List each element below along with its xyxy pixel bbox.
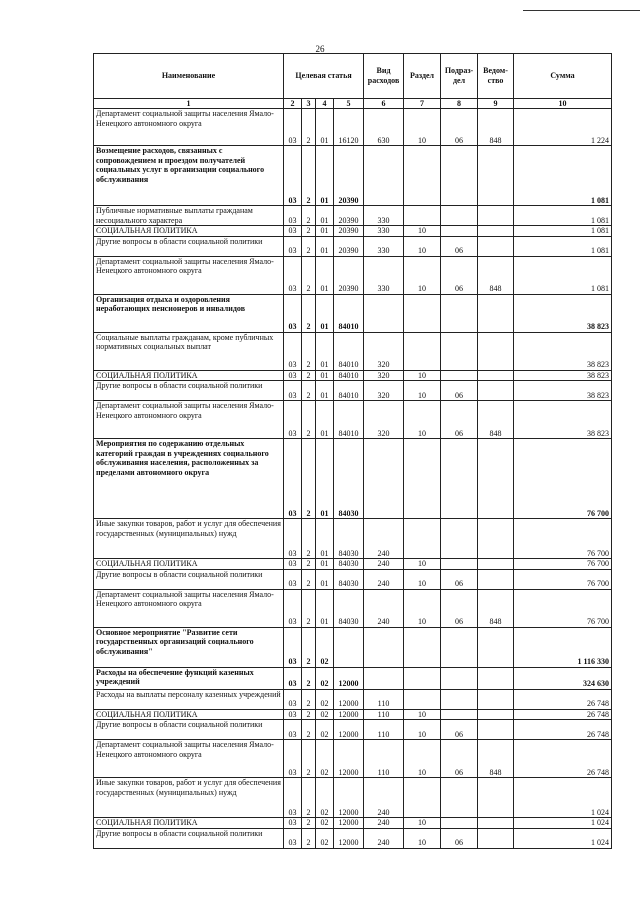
target-code-activity: 01 — [316, 236, 334, 256]
target-code-program: 03 — [284, 226, 302, 237]
budget-table — [93, 53, 612, 849]
target-code-activity: 01 — [316, 589, 334, 627]
target-code-direction: 12000 — [334, 818, 364, 829]
target-code-subprogram: 2 — [302, 818, 316, 829]
department-cell: 848 — [478, 740, 514, 778]
column-number-row — [94, 99, 612, 109]
table-row — [94, 627, 612, 667]
subsection-cell: 06 — [441, 740, 478, 778]
expense-type-cell: 330 — [364, 226, 404, 237]
column-number: 5 — [334, 99, 364, 109]
section-cell: 10 — [404, 226, 441, 237]
target-code-subprogram: 2 — [302, 569, 316, 589]
column-number: 9 — [478, 99, 514, 109]
target-code-activity: 01 — [316, 109, 334, 146]
sum-cell: 1 081 — [514, 206, 612, 226]
target-code-subprogram: 2 — [302, 401, 316, 439]
target-code-program: 03 — [284, 439, 302, 519]
subsection-cell — [441, 778, 478, 818]
target-code-activity: 01 — [316, 294, 334, 332]
subsection-cell — [441, 294, 478, 332]
target-code-program: 03 — [284, 381, 302, 401]
target-code-activity: 01 — [316, 559, 334, 570]
row-name: Основное мероприятие "Развитие сети государственных организаций социального обслуживания" — [94, 627, 284, 667]
target-code-activity: 02 — [316, 627, 334, 667]
target-code-subprogram: 2 — [302, 381, 316, 401]
subsection-cell — [441, 519, 478, 559]
department-cell — [478, 559, 514, 570]
target-code-activity: 01 — [316, 401, 334, 439]
department-cell — [478, 818, 514, 829]
target-code-activity: 01 — [316, 519, 334, 559]
header-section: Раздел — [404, 54, 441, 99]
expense-type-cell: 240 — [364, 569, 404, 589]
header-type: Вид расходов — [364, 54, 404, 99]
row-name: СОЦИАЛЬНАЯ ПОЛИТИКА — [94, 709, 284, 720]
sum-cell: 76 700 — [514, 559, 612, 570]
table-row — [94, 226, 612, 237]
row-name: Публичные нормативные выплаты гражданам несоциального характера — [94, 206, 284, 226]
row-name: Расходы на выплаты персоналу казенных учреждений — [94, 689, 284, 709]
section-cell: 10 — [404, 256, 441, 294]
expense-type-cell: 330 — [364, 206, 404, 226]
target-code-direction: 12000 — [334, 720, 364, 740]
row-name: СОЦИАЛЬНАЯ ПОЛИТИКА — [94, 818, 284, 829]
department-cell — [478, 439, 514, 519]
department-cell: 848 — [478, 109, 514, 146]
target-code-direction: 84010 — [334, 332, 364, 370]
section-cell: 10 — [404, 569, 441, 589]
column-number: 3 — [302, 99, 316, 109]
sum-cell: 26 748 — [514, 740, 612, 778]
target-code-activity: 01 — [316, 569, 334, 589]
sum-cell: 38 823 — [514, 370, 612, 381]
section-cell — [404, 667, 441, 689]
row-name: Департамент социальной защиты населения Ямало-Ненецкого автономного округа — [94, 109, 284, 146]
department-cell — [478, 667, 514, 689]
target-code-subprogram: 2 — [302, 689, 316, 709]
target-code-subprogram: 2 — [302, 627, 316, 667]
target-code-subprogram: 2 — [302, 226, 316, 237]
sum-cell: 1 024 — [514, 818, 612, 829]
target-code-direction: 20390 — [334, 256, 364, 294]
target-code-activity: 01 — [316, 370, 334, 381]
target-code-activity: 01 — [316, 439, 334, 519]
table-row — [94, 332, 612, 370]
target-code-activity: 02 — [316, 828, 334, 848]
target-code-subprogram: 2 — [302, 332, 316, 370]
expense-type-cell: 240 — [364, 778, 404, 818]
target-code-program: 03 — [284, 206, 302, 226]
row-name: Департамент социальной защиты населения Ямало-Ненецкого автономного округа — [94, 401, 284, 439]
target-code-program: 03 — [284, 720, 302, 740]
target-code-subprogram: 2 — [302, 519, 316, 559]
sum-cell: 1 224 — [514, 109, 612, 146]
table-row — [94, 569, 612, 589]
target-code-program: 03 — [284, 689, 302, 709]
section-cell: 10 — [404, 559, 441, 570]
column-number: 8 — [441, 99, 478, 109]
target-code-activity: 01 — [316, 256, 334, 294]
target-code-subprogram: 2 — [302, 439, 316, 519]
target-code-subprogram: 2 — [302, 294, 316, 332]
department-cell: 848 — [478, 401, 514, 439]
row-name: Департамент социальной защиты населения Ямало-Ненецкого автономного округа — [94, 740, 284, 778]
department-cell — [478, 828, 514, 848]
header-target: Целевая статья — [284, 54, 364, 99]
subsection-cell: 06 — [441, 236, 478, 256]
section-cell — [404, 778, 441, 818]
expense-type-cell: 330 — [364, 256, 404, 294]
section-cell: 10 — [404, 370, 441, 381]
sum-cell: 1 024 — [514, 828, 612, 848]
subsection-cell — [441, 206, 478, 226]
expense-type-cell: 110 — [364, 740, 404, 778]
row-name: Другие вопросы в области социальной политики — [94, 569, 284, 589]
department-cell — [478, 370, 514, 381]
table-row — [94, 206, 612, 226]
table-row — [94, 828, 612, 848]
sum-cell: 38 823 — [514, 294, 612, 332]
department-cell — [478, 778, 514, 818]
subsection-cell: 06 — [441, 720, 478, 740]
department-cell — [478, 236, 514, 256]
section-cell — [404, 627, 441, 667]
top-rule — [523, 10, 640, 11]
subsection-cell — [441, 818, 478, 829]
section-cell: 10 — [404, 589, 441, 627]
sum-cell: 1 081 — [514, 256, 612, 294]
target-code-direction: 12000 — [334, 778, 364, 818]
target-code-activity: 01 — [316, 226, 334, 237]
section-cell: 10 — [404, 236, 441, 256]
target-code-program: 03 — [284, 589, 302, 627]
target-code-direction: 20390 — [334, 146, 364, 206]
target-code-direction: 12000 — [334, 828, 364, 848]
target-code-subprogram: 2 — [302, 146, 316, 206]
department-cell: 848 — [478, 589, 514, 627]
sum-cell: 76 700 — [514, 519, 612, 559]
section-cell: 10 — [404, 381, 441, 401]
subsection-cell — [441, 689, 478, 709]
expense-type-cell — [364, 294, 404, 332]
column-number: 10 — [514, 99, 612, 109]
target-code-subprogram: 2 — [302, 828, 316, 848]
target-code-direction: 12000 — [334, 740, 364, 778]
target-code-direction: 16120 — [334, 109, 364, 146]
header-sum: Сумма — [514, 54, 612, 99]
row-name: СОЦИАЛЬНАЯ ПОЛИТИКА — [94, 370, 284, 381]
target-code-subprogram: 2 — [302, 206, 316, 226]
target-code-program: 03 — [284, 236, 302, 256]
expense-type-cell: 320 — [364, 401, 404, 439]
expense-type-cell: 110 — [364, 720, 404, 740]
sum-cell: 76 700 — [514, 569, 612, 589]
target-code-direction: 84010 — [334, 401, 364, 439]
target-code-subprogram: 2 — [302, 256, 316, 294]
expense-type-cell: 240 — [364, 519, 404, 559]
target-code-program: 03 — [284, 709, 302, 720]
row-name: Расходы на обеспечение функций казенных учреждений — [94, 667, 284, 689]
subsection-cell — [441, 226, 478, 237]
subsection-cell: 06 — [441, 381, 478, 401]
table-row — [94, 740, 612, 778]
subsection-cell: 06 — [441, 401, 478, 439]
sum-cell: 38 823 — [514, 401, 612, 439]
section-cell: 10 — [404, 109, 441, 146]
subsection-cell — [441, 667, 478, 689]
table-row — [94, 589, 612, 627]
sum-cell: 1 081 — [514, 226, 612, 237]
sum-cell: 26 748 — [514, 689, 612, 709]
column-number: 2 — [284, 99, 302, 109]
target-code-direction: 84010 — [334, 294, 364, 332]
target-code-direction: 20390 — [334, 206, 364, 226]
table-row — [94, 109, 612, 146]
target-code-program: 03 — [284, 256, 302, 294]
department-cell: 848 — [478, 256, 514, 294]
sum-cell: 26 748 — [514, 709, 612, 720]
target-code-activity: 02 — [316, 818, 334, 829]
row-name: Иные закупки товаров, работ и услуг для обеспечения государственных (муниципальных) нужд — [94, 519, 284, 559]
target-code-program: 03 — [284, 109, 302, 146]
target-code-activity: 02 — [316, 740, 334, 778]
header-subsection: Подраз-дел — [441, 54, 478, 99]
table-row — [94, 689, 612, 709]
sum-cell: 26 748 — [514, 720, 612, 740]
expense-type-cell: 240 — [364, 818, 404, 829]
target-code-subprogram: 2 — [302, 667, 316, 689]
department-cell — [478, 627, 514, 667]
target-code-activity: 01 — [316, 206, 334, 226]
table-row — [94, 818, 612, 829]
target-code-direction: 12000 — [334, 667, 364, 689]
section-cell — [404, 519, 441, 559]
subsection-cell — [441, 627, 478, 667]
column-number: 7 — [404, 99, 441, 109]
page-number: 26 — [315, 44, 325, 54]
subsection-cell — [441, 146, 478, 206]
expense-type-cell: 330 — [364, 236, 404, 256]
section-cell — [404, 439, 441, 519]
section-cell — [404, 294, 441, 332]
target-code-subprogram: 2 — [302, 720, 316, 740]
sum-cell: 76 700 — [514, 439, 612, 519]
row-name: Мероприятия по содержанию отдельных категорий граждан в учреждениях социального обслуживания населения, расположенных за пределами автономного округа — [94, 439, 284, 519]
expense-type-cell — [364, 627, 404, 667]
row-name: Департамент социальной защиты населения Ямало-Ненецкого автономного округа — [94, 256, 284, 294]
row-name: Иные закупки товаров, работ и услуг для обеспечения государственных (муниципальных) нужд — [94, 778, 284, 818]
target-code-subprogram: 2 — [302, 740, 316, 778]
subsection-cell — [441, 370, 478, 381]
header-dept: Ведом-ство — [478, 54, 514, 99]
header-name: Наименование — [94, 54, 284, 99]
target-code-program: 03 — [284, 370, 302, 381]
target-code-subprogram: 2 — [302, 709, 316, 720]
target-code-subprogram: 2 — [302, 778, 316, 818]
target-code-program: 03 — [284, 740, 302, 778]
table-row — [94, 236, 612, 256]
target-code-subprogram: 2 — [302, 589, 316, 627]
subsection-cell: 06 — [441, 828, 478, 848]
department-cell — [478, 689, 514, 709]
sum-cell: 38 823 — [514, 381, 612, 401]
department-cell — [478, 569, 514, 589]
target-code-activity: 01 — [316, 381, 334, 401]
table-row — [94, 401, 612, 439]
column-number: 4 — [316, 99, 334, 109]
row-name: Социальные выплаты гражданам, кроме публичных нормативных социальных выплат — [94, 332, 284, 370]
target-code-program: 03 — [284, 519, 302, 559]
row-name: Другие вопросы в области социальной политики — [94, 720, 284, 740]
target-code-program: 03 — [284, 667, 302, 689]
target-code-direction: 20390 — [334, 226, 364, 237]
table-row — [94, 519, 612, 559]
expense-type-cell: 110 — [364, 709, 404, 720]
target-code-program: 03 — [284, 818, 302, 829]
department-cell — [478, 146, 514, 206]
row-name: Возмещение расходов, связанных с сопровождением и проездом получателей социальных услуг в организации социального обслуживания — [94, 146, 284, 206]
column-number: 1 — [94, 99, 284, 109]
target-code-program: 03 — [284, 559, 302, 570]
section-cell: 10 — [404, 828, 441, 848]
target-code-activity: 02 — [316, 667, 334, 689]
target-code-program: 03 — [284, 294, 302, 332]
subsection-cell — [441, 439, 478, 519]
row-name: Другие вопросы в области социальной политики — [94, 381, 284, 401]
section-cell — [404, 206, 441, 226]
target-code-subprogram: 2 — [302, 559, 316, 570]
department-cell — [478, 709, 514, 720]
target-code-activity: 02 — [316, 709, 334, 720]
section-cell — [404, 332, 441, 370]
expense-type-cell: 240 — [364, 828, 404, 848]
section-cell: 10 — [404, 720, 441, 740]
target-code-direction — [334, 627, 364, 667]
target-code-subprogram: 2 — [302, 370, 316, 381]
target-code-program: 03 — [284, 332, 302, 370]
row-name: Другие вопросы в области социальной политики — [94, 236, 284, 256]
table-row — [94, 381, 612, 401]
target-code-activity: 02 — [316, 720, 334, 740]
section-cell: 10 — [404, 401, 441, 439]
row-name: Другие вопросы в области социальной политики — [94, 828, 284, 848]
target-code-subprogram: 2 — [302, 236, 316, 256]
sum-cell: 76 700 — [514, 589, 612, 627]
row-name: СОЦИАЛЬНАЯ ПОЛИТИКА — [94, 226, 284, 237]
expense-type-cell: 320 — [364, 332, 404, 370]
expense-type-cell: 320 — [364, 370, 404, 381]
table-row — [94, 439, 612, 519]
department-cell — [478, 332, 514, 370]
section-cell — [404, 689, 441, 709]
row-name: Организация отдыха и оздоровления неработающих пенсионеров и инвалидов — [94, 294, 284, 332]
expense-type-cell: 110 — [364, 689, 404, 709]
target-code-direction: 20390 — [334, 236, 364, 256]
row-name: Департамент социальной защиты населения Ямало-Ненецкого автономного округа — [94, 589, 284, 627]
target-code-direction: 84030 — [334, 569, 364, 589]
target-code-direction: 84030 — [334, 439, 364, 519]
target-code-direction: 84030 — [334, 519, 364, 559]
subsection-cell: 06 — [441, 589, 478, 627]
sum-cell: 1 024 — [514, 778, 612, 818]
section-cell: 10 — [404, 740, 441, 778]
expense-type-cell: 240 — [364, 559, 404, 570]
target-code-direction: 84030 — [334, 559, 364, 570]
subsection-cell: 06 — [441, 569, 478, 589]
target-code-direction: 12000 — [334, 709, 364, 720]
department-cell — [478, 381, 514, 401]
sum-cell: 1 081 — [514, 146, 612, 206]
expense-type-cell: 320 — [364, 381, 404, 401]
section-cell: 10 — [404, 818, 441, 829]
section-cell — [404, 146, 441, 206]
department-cell — [478, 519, 514, 559]
sum-cell: 1 081 — [514, 236, 612, 256]
target-code-subprogram: 2 — [302, 109, 316, 146]
table-row — [94, 370, 612, 381]
sum-cell: 324 630 — [514, 667, 612, 689]
table-row — [94, 559, 612, 570]
subsection-cell — [441, 709, 478, 720]
sum-cell: 38 823 — [514, 332, 612, 370]
target-code-program: 03 — [284, 627, 302, 667]
expense-type-cell: 630 — [364, 109, 404, 146]
table-row — [94, 720, 612, 740]
target-code-activity: 01 — [316, 332, 334, 370]
section-cell: 10 — [404, 709, 441, 720]
expense-type-cell — [364, 667, 404, 689]
department-cell — [478, 226, 514, 237]
target-code-activity: 01 — [316, 146, 334, 206]
target-code-program: 03 — [284, 146, 302, 206]
target-code-direction: 84010 — [334, 370, 364, 381]
table-row — [94, 146, 612, 206]
subsection-cell — [441, 559, 478, 570]
target-code-activity: 02 — [316, 778, 334, 818]
target-code-program: 03 — [284, 569, 302, 589]
table-header-row — [94, 54, 612, 99]
subsection-cell: 06 — [441, 256, 478, 294]
target-code-direction: 84030 — [334, 589, 364, 627]
target-code-program: 03 — [284, 778, 302, 818]
expense-type-cell: 240 — [364, 589, 404, 627]
target-code-activity: 02 — [316, 689, 334, 709]
target-code-direction: 84010 — [334, 381, 364, 401]
department-cell — [478, 294, 514, 332]
target-code-direction: 12000 — [334, 689, 364, 709]
target-code-program: 03 — [284, 828, 302, 848]
table-row — [94, 709, 612, 720]
department-cell — [478, 720, 514, 740]
sum-cell: 1 116 330 — [514, 627, 612, 667]
expense-type-cell — [364, 439, 404, 519]
expense-type-cell — [364, 146, 404, 206]
subsection-cell — [441, 332, 478, 370]
target-code-program: 03 — [284, 401, 302, 439]
column-number: 6 — [364, 99, 404, 109]
table-row — [94, 778, 612, 818]
table-row — [94, 294, 612, 332]
department-cell — [478, 206, 514, 226]
table-row — [94, 256, 612, 294]
row-name: СОЦИАЛЬНАЯ ПОЛИТИКА — [94, 559, 284, 570]
subsection-cell: 06 — [441, 109, 478, 146]
table-row — [94, 667, 612, 689]
